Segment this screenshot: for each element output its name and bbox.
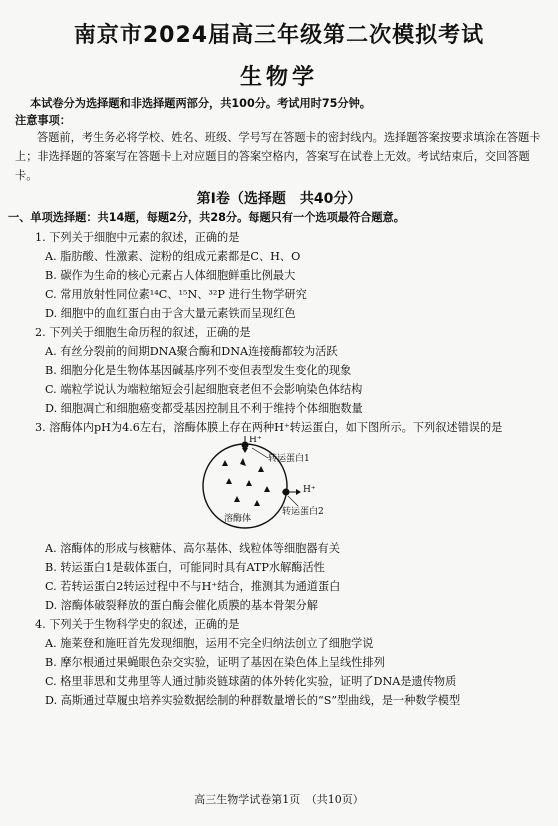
exam-intro: 本试卷分为选择题和非选择题两部分，共100分。考试用时75分钟。 <box>30 97 371 110</box>
notes-text: 答题前，考生务必将学校、姓名、班级、学号写在答题卡的密封线内。选择题答案按要求填涂在答题卡上；非选择题的答案写在答题卡上对应题目的答案空格内，答案写在试卷上无效。考试结束后，交回答题卡。 <box>15 131 541 182</box>
subject-title: 生物学 <box>239 65 318 90</box>
section-instruction: 一、单项选择题：共14题，每题2分，共28分。每题只有一个选项最符合题意。 <box>8 211 405 224</box>
notes-heading: 注意事项： <box>15 114 71 127</box>
question-1-option-c: C. 常用放射性同位素¹⁴C、¹⁵N、³²P 进行生物学研究 <box>45 288 307 301</box>
proton-marker <box>254 500 260 506</box>
proton-marker <box>258 466 264 472</box>
question-2-option-a: A. 有丝分裂前的间期DNA聚合酶和DNA连接酶都较为活跃 <box>45 345 338 358</box>
question-2-option-b: B. 细胞分化是生物体基因碱基序列不变但表型发生变化的现象 <box>45 364 352 377</box>
question-2-option-d: D. 细胞凋亡和细胞癌变都受基因控制且不利于维持个体细胞数量 <box>45 402 363 415</box>
question-3-option-c: C. 若转运蛋白2转运过程中不与H⁺结合，推测其为通道蛋白 <box>45 580 341 593</box>
question-1-option-b: B. 碳作为生命的核心元素占人体细胞鲜重比例最大 <box>45 269 296 282</box>
lysosome-label: 溶酶体 <box>224 514 252 524</box>
question-4-option-c: C. 格里菲思和艾弗里等人通过肺炎链球菌的体外转化实验，证明了DNA是遗传物质 <box>45 675 457 688</box>
proton-marker <box>264 486 270 492</box>
proton-marker <box>240 458 246 466</box>
h-ion-label-right: H⁺ <box>303 485 316 495</box>
lysosome-diagram <box>200 436 350 536</box>
leader-line-2 <box>288 496 298 506</box>
question-1-option-a: A. 脂肪酸、性激素、淀粉的组成元素都是C、H、O <box>45 250 301 263</box>
transporter-2-label: 转运蛋白2 <box>282 507 324 517</box>
question-3-option-b: B. 转运蛋白1是载体蛋白，可能同时具有ATP水解酶活性 <box>45 561 325 574</box>
question-2-stem: 2. 下列关于细胞生命历程的叙述，正确的是 <box>35 326 251 339</box>
exam-title: 南京市2024届高三年级第二次模拟考试 <box>73 23 485 48</box>
question-3-option-a: A. 溶酶体的形成与核糖体、高尔基体、线粒体等细胞器有关 <box>45 542 340 555</box>
transporter-1-label: 转运蛋白1 <box>268 454 310 464</box>
question-2-option-c: C. 端粒学说认为端粒缩短会引起细胞衰老但不会影响染色体结构 <box>45 383 363 396</box>
question-4-option-d: D. 高斯通过草履虫培养实验数据绘制的种群数量增长的“S”型曲线，是一种数学模型 <box>45 694 461 707</box>
h-ion-label-top: H⁺ <box>249 436 262 445</box>
arrowhead-2 <box>296 489 301 495</box>
proton-marker <box>226 478 232 484</box>
section-title: 第Ⅰ卷（选择题 共40分） <box>196 191 362 207</box>
question-4-option-a: A. 施莱登和施旺首先发现细胞，运用不完全归纳法创立了细胞学说 <box>45 637 374 650</box>
question-3-option-d: D. 溶酶体破裂释放的蛋白酶会催化质膜的基本骨架分解 <box>45 599 318 612</box>
proton-marker <box>222 460 228 466</box>
proton-marker <box>246 480 252 486</box>
question-1-option-d: D. 细胞中的血红蛋白由于含大量元素铁而呈现红色 <box>45 307 296 320</box>
question-4-stem: 4. 下列关于生物科学史的叙述，正确的是 <box>35 618 240 631</box>
proton-marker <box>234 496 240 502</box>
question-3-stem: 3. 溶酶体内pH为4.6左右，溶酶体膜上存在两种H⁺转运蛋白，如下图所示。下列叙述错误的是 <box>35 421 503 434</box>
arrowhead-1 <box>242 448 248 453</box>
question-4-option-b: B. 摩尔根通过果蝇眼色杂交实验，证明了基因在染色体上呈线性排列 <box>45 656 385 669</box>
question-1-stem: 1. 下列关于细胞中元素的叙述，正确的是 <box>35 231 240 244</box>
page-footer: 高三生物学试卷第1页 （共10页） <box>194 793 364 806</box>
